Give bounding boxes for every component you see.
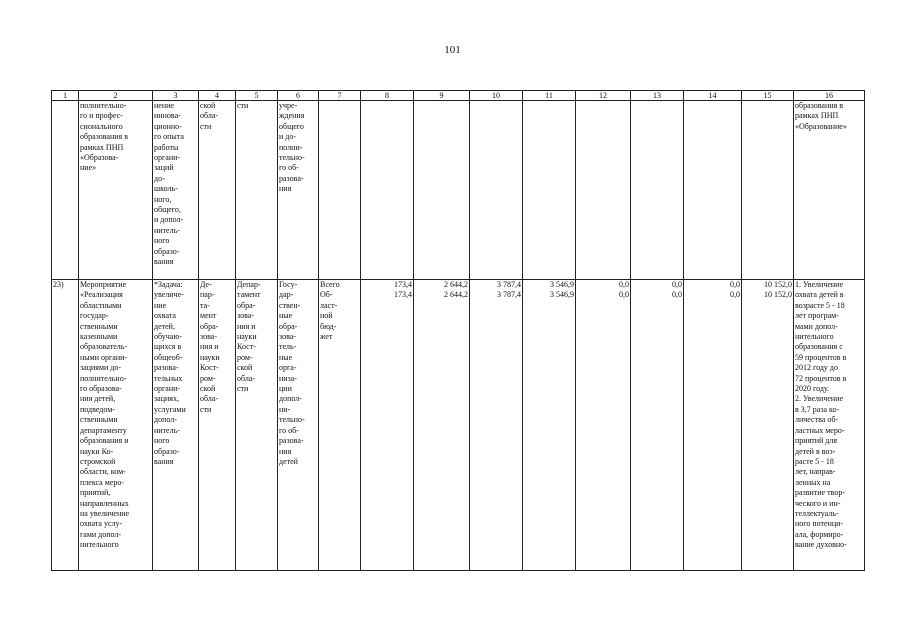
amount-total: 3 546,9 — [550, 280, 574, 289]
amount-regional: 0,0 — [730, 290, 740, 300]
amount-cell — [631, 101, 684, 280]
amount-regional: 0,0 — [672, 290, 682, 300]
funding-source-cell — [319, 280, 361, 571]
table-row — [52, 280, 865, 571]
row-index-cell: 23) — [52, 280, 79, 571]
amount-regional: 2 644,2 — [444, 290, 468, 300]
funding-regional-label: Об- ласт- ной бюд- жет — [320, 290, 338, 342]
amount-cell — [742, 101, 794, 280]
coexecutor-cell: Депар- тамент обра- зова- ния и науки Кост- ром- ской обла- сти — [236, 280, 278, 571]
event-name-cell: Мероприятие «Реализация областными государ- ственными казенными образователь- ными органи- зациями до- полнительно- го образова- ния детей, подведом- ственными департаменту образования и науки Ко- стромской области, ком- плекса меро- приятий, направленных на увеличение охвата услу- гами допол- нительного — [79, 280, 153, 571]
amount-cell — [361, 101, 414, 280]
col-number: 4 — [199, 91, 236, 101]
col-number: 9 — [414, 91, 470, 101]
amount-total: 3 787,4 — [497, 280, 521, 289]
amount-cell — [631, 280, 684, 571]
program-table — [51, 90, 865, 571]
table-row — [52, 101, 865, 280]
amount-cell — [470, 101, 523, 280]
expected-result-cell: 1. Увеличение охвата детей в возрасте 5 - 18 лет програм- мами допол- нительного образования с 59 процентов в 2012 году до 72 процентов в 2020 году. 2. Увеличение в 3,7 раза ко- личества об- ластных меро- приятий для детей в воз- расте 5 - 18 лет, направ- ленных на развитие твор- ческого и ин- теллектуаль- ного потенци- ала, формиро- вание духовно- — [794, 280, 865, 571]
amount-total: 173,4 — [394, 280, 412, 289]
funding-source-cell — [319, 101, 361, 280]
amount-cell — [414, 280, 470, 571]
col-number: 10 — [470, 91, 523, 101]
col-number: 5 — [236, 91, 278, 101]
participants-cell: учре- ждения общего и до- полни- тельно- го об- разова- ния — [278, 101, 319, 280]
amount-total: 0,0 — [730, 280, 740, 289]
amount-total: 0,0 — [619, 280, 629, 289]
amount-cell — [470, 280, 523, 571]
amount-regional: 10 152,0 — [764, 290, 792, 300]
col-number: 1 — [52, 91, 79, 101]
column-number-row — [52, 91, 865, 101]
col-number: 2 — [79, 91, 153, 101]
amount-regional: 173,4 — [394, 290, 412, 300]
amount-total: 10 152,0 — [764, 280, 792, 289]
amount-cell — [742, 280, 794, 571]
responsible-cell: Де- пар- та- мент обра- зова- ния и науки Кост- ром- ской обла- сти — [199, 280, 236, 571]
amount-cell — [684, 101, 742, 280]
col-number: 12 — [576, 91, 631, 101]
responsible-cell: ской обла- сти — [199, 101, 236, 280]
amount-regional: 3 546,9 — [550, 290, 574, 300]
amount-total: 0,0 — [672, 280, 682, 289]
col-number: 15 — [742, 91, 794, 101]
row-index-cell — [52, 101, 79, 280]
expected-result-cell: образования в рамках ПНП «Образование» — [794, 101, 865, 280]
page-number: 101 — [444, 44, 461, 56]
col-number: 6 — [278, 91, 319, 101]
col-number: 13 — [631, 91, 684, 101]
amount-regional: 3 787,4 — [497, 290, 521, 300]
amount-cell — [576, 280, 631, 571]
col-number: 14 — [684, 91, 742, 101]
participants-cell: Госу- дар- ствен- ные обра- зова- тель- ные орга- низа- ции допол- ни- тельно- го об- разова- ния детей — [278, 280, 319, 571]
amount-cell — [523, 101, 576, 280]
amount-regional: 0,0 — [619, 290, 629, 300]
amount-cell — [414, 101, 470, 280]
event-name-cell: полнительно- го и профес- сионального образования в рамках ПНП «Образова- ние» — [79, 101, 153, 280]
col-number: 11 — [523, 91, 576, 101]
task-cell: нение инновa- ционно- го опыта работы органи- заций до- школь- ного, общего, и допол- нитель- ного образо- вания — [153, 101, 199, 280]
amount-total: 2 644,2 — [444, 280, 468, 289]
amount-cell — [523, 280, 576, 571]
col-number: 3 — [153, 91, 199, 101]
amount-cell — [576, 101, 631, 280]
coexecutor-cell: сти — [236, 101, 278, 280]
col-number: 16 — [794, 91, 865, 101]
task-cell: *Задача: увеличе- ние охвата детей, обучаю- щихся в общеоб- разова- тельных органи- зациях, услугами допол- нитель- ного образо- вания — [153, 280, 199, 571]
funding-total-label: Всего — [320, 280, 340, 289]
amount-cell — [684, 280, 742, 571]
col-number: 8 — [361, 91, 414, 101]
col-number: 7 — [319, 91, 361, 101]
amount-cell — [361, 280, 414, 571]
